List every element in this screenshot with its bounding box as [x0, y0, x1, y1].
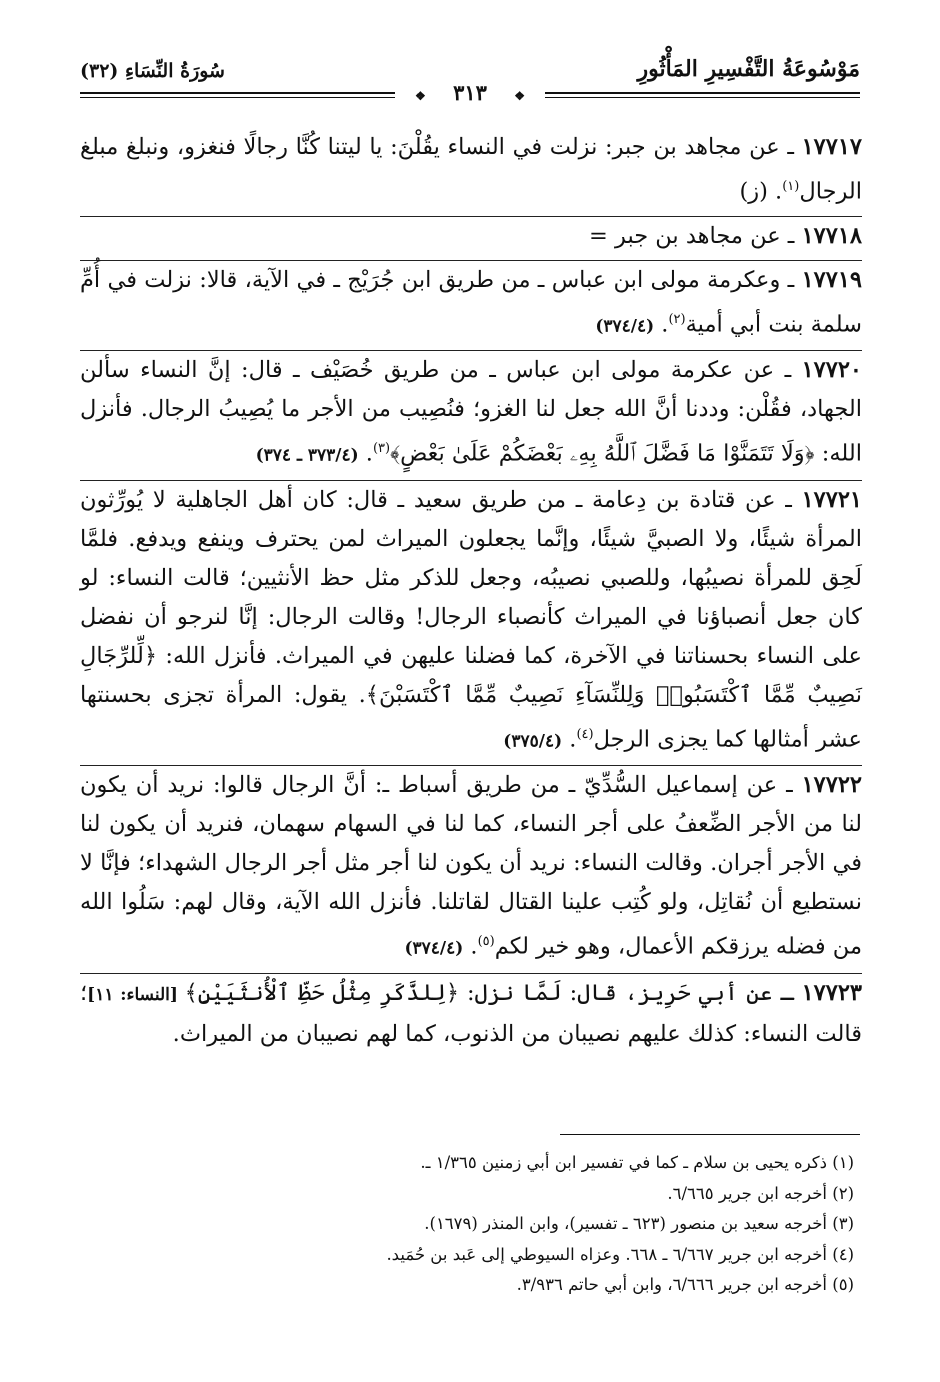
footnotes: [80, 1148, 860, 1301]
footnote: (٢) أخرجه ابن جرير ٦/٦٦٥.: [667, 1183, 854, 1203]
footnote: (٤) أخرجه ابن جرير ٦/٦٦٧ ـ ٦٦٨. وعزاه السيوطي إلى عَبد بن حُمَيد.: [386, 1244, 854, 1264]
entry-text: ؛ قالت النساء: كذلك عليهم نصيبان من الذنوب، كما لهم نصيبان من الميراث.: [80, 979, 862, 1047]
entry-text: ـ وعكرمة مولى ابن عباس ـ من طريق ابن جُرَيْج ـ في الآية، قالا: نزلت في أُمِّ سلمة بنت أبي أمية: [80, 266, 862, 337]
entry-text: ـ عن مجاهد بن جبر =: [589, 222, 802, 249]
entry-text: ـ عن إسماعيل السُّدِّيّ ـ من طريق أسباط ـ: أنَّ الرجال قالوا: نريد أن يكون لنا من الأجر الضِّعفُ على أجر النساء، كما لنا في السهام سهمان، فنريد أن يكون لنا في الأجر أجران. وقالت النساء: نريد أن يكون لنا أجر مثل أجر الرجال الشهداء؛ فإنَّا لا نستطيع أن نُقاتِل، ولو كُتِب علينا القتال لقاتلنا. فأنزل الله الآية، وقال لهم: سَلُوا الله من فضله يرزقكم الأعمال، وهو خير لكم: [80, 772, 862, 960]
footnote-marker: (٣): [372, 441, 391, 456]
ornament-icon: ❖: [504, 89, 535, 103]
entry-text: .: [562, 726, 577, 752]
entry-number: ١٧٧٢١: [801, 486, 862, 513]
volume-reference: (٣٧٤/٤): [404, 938, 464, 959]
entry-number: ١٧٧١٨: [801, 222, 862, 249]
footnote: (٣) أخرجه سعيد بن منصور (٦٢٣ ـ تفسير)، وابن المنذر (١٦٧٩).: [424, 1214, 854, 1233]
footnote: (٥) أخرجه ابن جرير ٦/٦٦٦، وابن أبي حاتم ٣/٩٣٦.: [516, 1275, 854, 1294]
entry-number: ١٧٧١٩: [801, 266, 862, 293]
page-number-wrap: [80, 80, 860, 105]
surah-title: سُورَةُ النِّسَاءِ (٣٢): [80, 60, 225, 82]
quran-verse: ﴿لِلذَّكَرِ مِثْلُ حَظِّ ٱلْأُنثَيَيْنِ﴾: [184, 979, 460, 1006]
footnote-marker: (١): [782, 179, 800, 194]
quran-verse: ﴿وَلَا تَتَمَنَّوْا مَا فَضَّلَ ٱللَّهُ بِهِۦ بَعْضَكُمْ عَلَىٰ بَعْضٍ﴾: [390, 440, 815, 467]
footnote-marker: (٤): [576, 726, 594, 742]
footnote-marker: (٥): [477, 934, 495, 949]
hadith-entry: [80, 481, 862, 767]
entry-text: . (ز): [739, 178, 783, 205]
hadith-entry: [80, 128, 862, 217]
hadith-entry: [80, 217, 862, 261]
ornament-icon: ❖: [405, 89, 436, 103]
entry-number: ١٧٧٢٣: [801, 979, 862, 1006]
page-header: [80, 50, 860, 106]
volume-reference: [النساء: ١١]: [87, 984, 185, 1005]
hadith-entry: [80, 974, 862, 1058]
entry-text: ـ عن أبي حَرِيز، قال: لَمَّا نزل:: [459, 979, 802, 1006]
volume-reference: (٣٧٣/٤ ـ ٣٧٤): [255, 445, 359, 466]
main-text: [80, 128, 862, 1058]
entry-text: ـ عن مجاهد بن جبر: نزلت في النساء يقُلْنَ: يا ليتنا كُنَّا رجالًا فنغزو، ونبلغ مبلغ الرجال: [80, 134, 862, 205]
hadith-entry: [80, 261, 862, 352]
book-title: مَوْسُوعَةُ التَّفْسِيرِ المَأْثُورِ: [637, 56, 860, 82]
hadith-entry: [80, 766, 862, 974]
entry-text: .: [654, 311, 669, 337]
entry-text: ـ عن عكرمة مولى ابن عباس ـ من طريق خُصَيْف ـ قال: إنَّ النساء سألن الجهاد، فقُلْن: وددنا أنَّ الله جعل لنا الغزو؛ فنُصِيب من الأجر ما يُصِيبُ الرجال. فأنزل الله:: [80, 357, 862, 467]
volume-reference: (٣٧٤/٤): [595, 316, 655, 336]
entry-number: ١٧٧٢٠: [801, 357, 862, 383]
entry-number: ١٧٧١٧: [801, 134, 862, 160]
entry-text: .: [463, 933, 478, 960]
entry-text: . يقول: المرأة تجزى بحسنتها عشر أمثالها كما يجزى الرجل: [80, 681, 862, 752]
volume-reference: (٣٧٥/٤): [503, 731, 563, 751]
page-number: ٣١٣: [443, 80, 497, 105]
entry-text: .: [358, 440, 373, 467]
hadith-entry: [80, 351, 862, 481]
footnote: (١) ذكره يحيى بن سلام ـ كما في تفسير ابن أبي زمنين ١/٣٦٥ ـ.: [420, 1153, 854, 1172]
entry-text: ـ عن قتادة بن دِعامة ـ من طريق سعيد ـ قال: كان أهل الجاهلية لا يُورِّثون المرأة شيئًا، ولا الصبيَّ شيئًا، وإنَّما يجعلون الميراث لمن يحترف وينفع ويدفع. فلمَّا لَحِق للمرأة نصيبُها، وللصبي نصيبُه، وجعل للذكر مثل حظ الأنثيين؛ قالت النساء: لو كان جعل أنصباؤنا في الميراث كأنصباء الرجال! وقالت الرجال: إنَّا لنرجو أن نفضل على النساء بحسناتنا في الآخرة، كما فضلنا عليهن في الميراث. فأنزل الله:: [80, 486, 862, 669]
footnote-divider: [560, 1134, 860, 1135]
footnote-marker: (٢): [668, 311, 686, 327]
quran-verse: ﴿لِّلرِّجَالِ نَصِيبٌ مِّمَّا ٱكْتَسَبُوا۟ وَلِلنِّسَآءِ نَصِيبٌ مِّمَّا ٱكْتَسَبْنَ﴾: [80, 642, 862, 708]
entry-number: ١٧٧٢٢: [801, 772, 862, 798]
